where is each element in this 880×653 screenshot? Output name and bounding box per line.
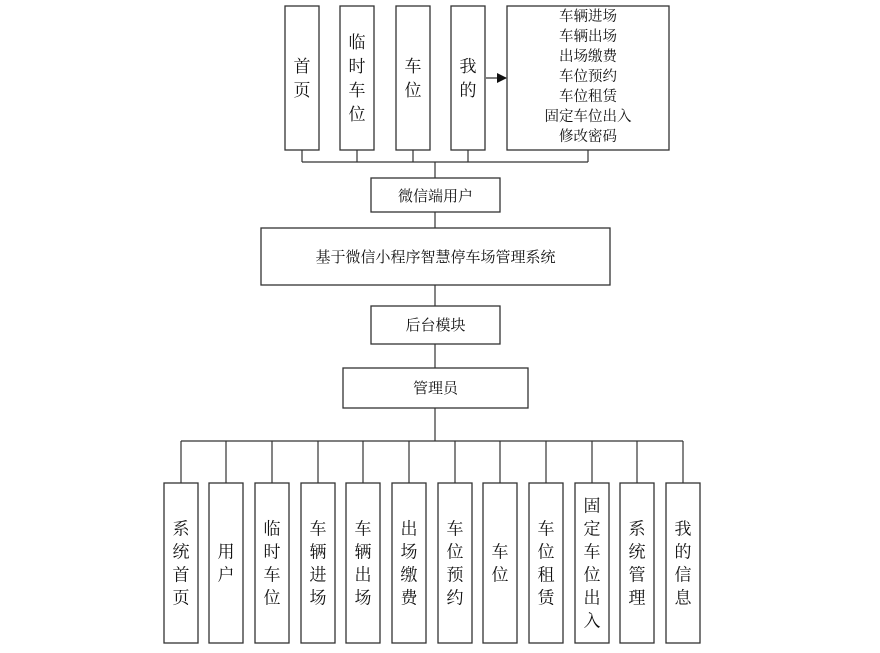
my-menu-item: 修改密码 (559, 129, 617, 145)
vertical-char: 车 (583, 542, 601, 563)
vertical-char: 场 (354, 588, 372, 609)
vertical-char: 页 (293, 81, 311, 101)
my-menu-box (507, 6, 669, 150)
admin-module-rental (529, 483, 563, 643)
vertical-char: 位 (263, 588, 281, 609)
my-menu-item: 车辆出场 (559, 29, 617, 45)
vertical-char: 进 (309, 565, 327, 586)
vertical-char: 的 (674, 542, 692, 563)
admin-module-parking-space (483, 483, 517, 643)
admin-module-temp-parking (255, 483, 289, 643)
vertical-char: 时 (263, 542, 281, 563)
vertical-char: 车 (491, 542, 509, 563)
vertical-char: 系 (172, 519, 190, 540)
vertical-char: 位 (583, 565, 601, 586)
vertical-char: 的 (459, 81, 477, 101)
top-tab-parking-space (396, 6, 430, 150)
vertical-char: 车 (537, 519, 555, 540)
admin-label: 管理员 (412, 379, 459, 397)
vertical-char: 约 (446, 588, 464, 609)
wechat-user-box (371, 178, 500, 212)
vertical-char: 辆 (309, 542, 327, 563)
admin-module-system-home (164, 483, 198, 643)
vertical-char: 车 (309, 519, 327, 540)
vertical-char: 息 (674, 588, 692, 609)
vertical-char: 固 (583, 496, 601, 517)
vertical-char: 位 (446, 542, 464, 563)
top-tab-temp-parking (340, 6, 374, 150)
admin-module-vehicle-entry (301, 483, 335, 643)
my-menu-item: 车位租赁 (559, 89, 617, 105)
admin-module-exit-payment (392, 483, 426, 643)
vertical-char: 入 (583, 611, 601, 632)
vertical-char: 临 (348, 33, 366, 53)
backend-label: 后台模块 (405, 316, 466, 334)
vertical-char: 位 (537, 542, 555, 563)
vertical-char: 车 (348, 81, 366, 101)
vertical-char: 信 (674, 565, 692, 586)
wechat-user-label: 微信端用户 (397, 187, 474, 205)
vertical-char: 时 (348, 57, 366, 77)
vertical-char: 预 (446, 565, 464, 586)
vertical-char: 临 (263, 519, 281, 540)
system-title-box (261, 228, 610, 285)
vertical-char: 统 (172, 542, 190, 563)
vertical-char: 页 (172, 588, 190, 609)
admin-module-system-management (620, 483, 654, 643)
admin-module-my-info (666, 483, 700, 643)
vertical-char: 车 (354, 519, 372, 540)
vertical-char: 车 (263, 565, 281, 586)
vertical-char: 车 (404, 57, 422, 77)
vertical-char: 位 (348, 105, 366, 125)
admin-module-users (209, 483, 243, 643)
admin-box (343, 368, 528, 408)
vertical-char: 赁 (537, 588, 555, 609)
vertical-char: 租 (537, 565, 555, 586)
vertical-char: 费 (400, 588, 418, 609)
vertical-char: 理 (628, 588, 646, 609)
vertical-char: 出 (583, 588, 601, 609)
vertical-char: 首 (172, 565, 190, 586)
vertical-char: 辆 (354, 542, 372, 563)
my-menu-item: 车位预约 (559, 69, 617, 85)
admin-module-vehicle-exit (346, 483, 380, 643)
vertical-char: 我 (674, 519, 692, 540)
vertical-char: 出 (400, 519, 418, 540)
vertical-char: 缴 (400, 565, 418, 586)
vertical-char: 首 (293, 57, 311, 77)
vertical-char: 系 (628, 519, 646, 540)
my-menu-item: 车辆进场 (559, 9, 617, 25)
my-menu-item: 固定车位出入 (544, 109, 632, 125)
top-connectors (302, 150, 588, 178)
vertical-char: 车 (446, 519, 464, 540)
vertical-char: 我 (459, 57, 477, 77)
vertical-char: 定 (583, 519, 601, 540)
my-menu-item: 出场缴费 (559, 49, 617, 65)
bottom-connectors (181, 441, 683, 483)
vertical-char: 位 (491, 565, 509, 586)
top-tab-mine (451, 6, 485, 150)
vertical-char: 户 (217, 565, 235, 586)
vertical-char: 统 (628, 542, 646, 563)
admin-module-fixed-access (575, 483, 609, 643)
vertical-char: 管 (628, 565, 646, 586)
vertical-char: 出 (354, 565, 372, 586)
vertical-char: 位 (404, 81, 422, 101)
vertical-char: 场 (309, 588, 327, 609)
system-title-label: 基于微信小程序智慧停车场管理系统 (315, 248, 556, 266)
vertical-char: 用 (217, 542, 235, 563)
backend-box (371, 306, 500, 344)
admin-module-reservation (438, 483, 472, 643)
vertical-char: 场 (400, 542, 418, 563)
top-tab-home (285, 6, 319, 150)
